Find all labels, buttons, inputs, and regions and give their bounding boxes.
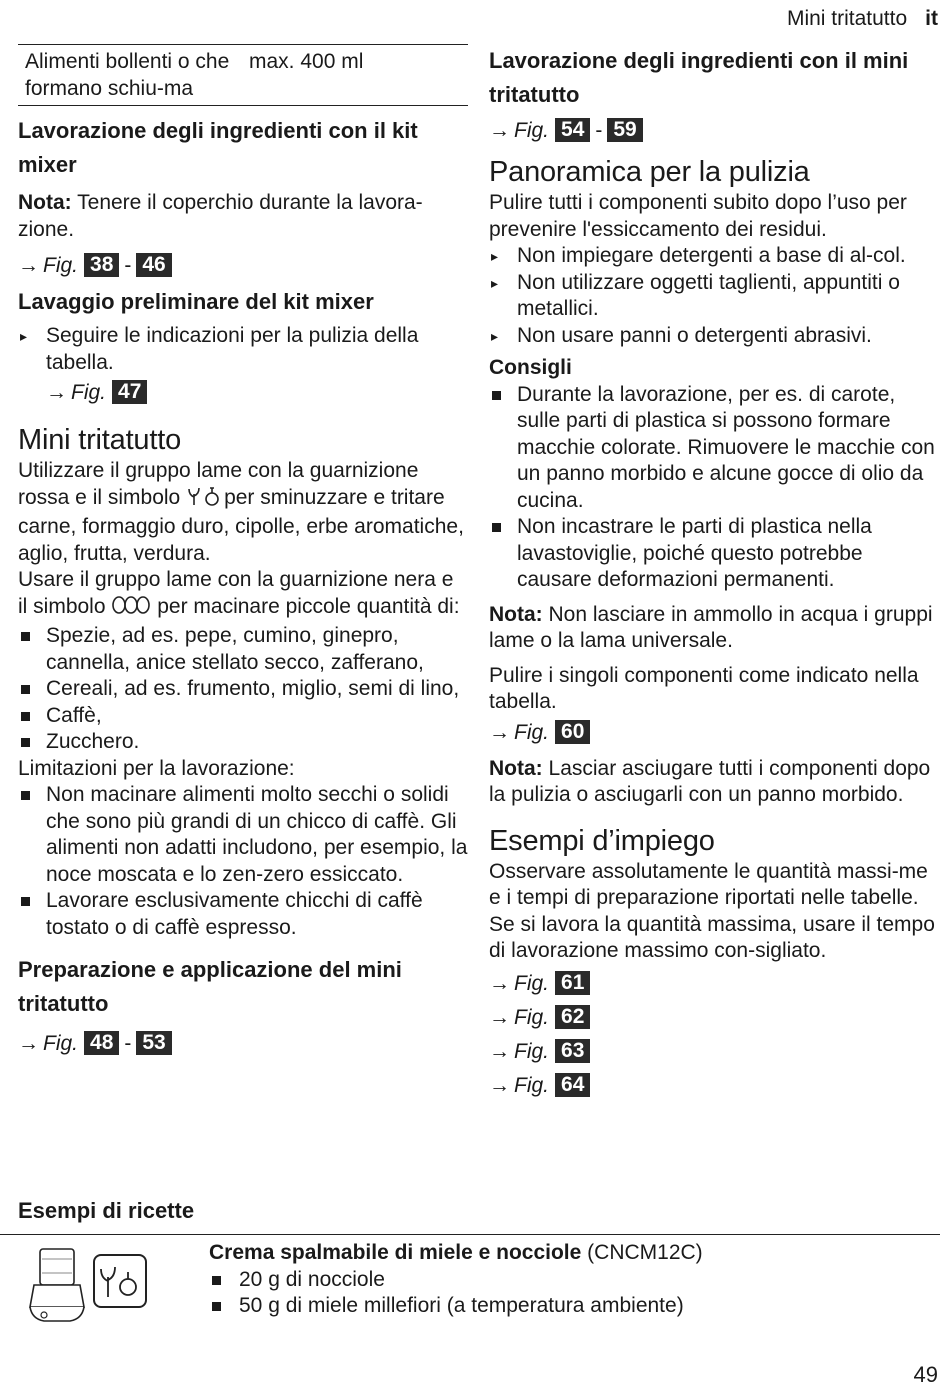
mini-p2-text-b: per macinare piccole quantità di: [157, 594, 460, 618]
note-text: Tenere il coperchio durante la lavora-zione. [18, 191, 423, 241]
note-text: Lasciar asciugare tutti i componenti dopo la pulizia o asciugarli con un panno morbido. [489, 756, 931, 806]
ingredient-list [209, 1267, 703, 1320]
lavaggio-list [18, 323, 468, 376]
mini-list [18, 623, 468, 756]
recipe-code: (CNCM12C) [587, 1241, 703, 1264]
heading-esempi-ricette: Esempi di ricette [18, 1198, 195, 1223]
herb-onion-symbol-icon [186, 485, 224, 515]
mini-paragraph-2 [18, 567, 468, 623]
arrow-icon: → [46, 381, 67, 404]
mini-paragraph-1 [18, 458, 468, 567]
mini-p1-text-b: per sminuzzare e tritare carne, formaggio duro, cipolle, erbe aromatiche, aglio, frutta, verdura. [18, 485, 464, 565]
list-item: ▸ Non usare panni o detergenti abrasivi. [489, 323, 941, 350]
fig-label: Fig. [514, 720, 550, 744]
list-item: Zucchero. [18, 729, 468, 756]
list-item: Spezie, ad es. pepe, cumino, ginepro, cannella, anice stellato secco, zafferano, [18, 623, 468, 676]
header-lang: it [925, 7, 938, 30]
note-ammollo [489, 602, 941, 655]
note-label: Nota: [18, 191, 72, 214]
list-item: Durante la lavorazione, per es. di carote, sulle parti di plastica si possono formare macchie colorate. Rimuovere le macchie con un panno morbido e alcune gocce di olio da cucina. [489, 382, 941, 515]
list-item: Lavorare esclusivamente chicchi di caffè tostato o di caffè espresso. [18, 888, 468, 941]
fig-ref-lav-mini: → Fig. 54 - 59 [489, 116, 941, 146]
pulire-paragraph: Pulire i singoli componenti come indicato nella tabella. [489, 663, 919, 713]
heading-preparazione: Preparazione e applicazione del mini tritatutto [18, 957, 402, 1016]
arrow-icon: → [489, 119, 510, 142]
heading-lavorazione-mini: Lavorazione degli ingredienti con il mini tritatutto [489, 48, 909, 107]
recipe-name: Crema spalmabile di miele e nocciole [209, 1241, 582, 1264]
fig-label: Fig. [514, 1073, 550, 1097]
recipe-row [0, 1234, 940, 1354]
consigli-list [489, 382, 941, 594]
note-label: Nota: [489, 602, 543, 626]
fig-number: 59 [607, 118, 642, 142]
header-title: Mini tritatutto [786, 7, 908, 30]
mini-chopper-icon [24, 1245, 154, 1330]
fig-ref-prep: → Fig. 48 - 53 [18, 1029, 468, 1059]
fig-number: 63 [555, 1039, 590, 1063]
fig-ref-pulire [489, 718, 941, 748]
esempi-paragraph: Osservare assolutamente le quantità massi-me e i tempi di preparazione riportati nelle tabelle. Se si lavora la quantità massima, usare il tempo di lavorazione massimo con-sigliato. [489, 859, 935, 962]
fig-number: 53 [136, 1031, 171, 1055]
arrow-icon: → [18, 1032, 39, 1055]
fig-label: Fig. [514, 1005, 550, 1029]
limit-list [18, 782, 468, 941]
table-cell-max: max. 400 ml [249, 50, 364, 73]
fig-number: 47 [112, 380, 147, 404]
fig-label: Fig. [514, 971, 550, 995]
list-item: 20 g di nocciole [209, 1267, 703, 1294]
arrow-icon: → [489, 971, 510, 995]
fig-ref-esempi-3 [489, 1037, 941, 1067]
pulizia-paragraph: Pulire tutti i componenti subito dopo l’uso per prevenire l'essiccamento dei residui. [489, 191, 907, 241]
fig-label: Fig. [43, 254, 79, 277]
list-item: Non macinare alimenti molto secchi o solidi che sono più grandi di un chicco di caffè. Gli alimenti non adatti includono, per esempio, la noce moscata e lo zen-zero essiccato. [18, 782, 468, 888]
running-header [787, 6, 938, 33]
fig-label: Fig. [514, 1039, 550, 1063]
fig-ref-lavaggio [18, 378, 468, 408]
pulizia-list [489, 243, 941, 349]
fig-number: 54 [555, 118, 590, 142]
list-item: Non incastrare le parti di plastica nella lavastoviglie, poiché questo potrebbe causare deformazioni permanenti. [489, 514, 941, 594]
arrow-icon: → [489, 1073, 510, 1097]
list-item: Cereali, ad es. frumento, miglio, semi di lino, [18, 676, 468, 703]
note-text: Non lasciare in ammollo in acqua i gruppi lame o la lama universale. [489, 602, 933, 652]
heading-pulizia: Panoramica per la pulizia [489, 156, 810, 188]
right-column [489, 44, 941, 1105]
list-item: ▸ Non utilizzare oggetti taglienti, appuntiti o metallici. [489, 270, 941, 323]
table-cell-food: Alimenti bollenti o che formano schiu-ma [25, 50, 230, 100]
arrow-icon: → [18, 254, 39, 277]
recipe-illustration [24, 1245, 154, 1338]
fig-label: Fig. [43, 1032, 79, 1055]
arrow-icon: → [489, 720, 510, 744]
fig-ref-esempi-4 [489, 1071, 941, 1101]
fig-number: 46 [136, 253, 171, 277]
list-item: ▸ Seguire le indicazioni per la pulizia della tabella. [18, 323, 468, 376]
heading-kit-mixer: Lavorazione degli ingredienti con il kit mixer [18, 118, 418, 177]
fig-ref-esempi-2 [489, 1003, 941, 1033]
note-label: Nota: [489, 756, 543, 780]
mini-p1-text-a: Utilizzare il gruppo lame con la guarnizione rossa e il simbolo [18, 459, 419, 509]
page-number: 49 [913, 1361, 938, 1387]
grain-symbol-icon [111, 594, 151, 624]
fig-label: Fig. [71, 381, 107, 404]
arrow-icon: → [489, 1005, 510, 1029]
recipe-title [209, 1240, 703, 1267]
capacity-table-row [18, 44, 468, 106]
limit-intro: Limitazioni per la lavorazione: [18, 756, 295, 780]
fig-label: Fig. [514, 119, 550, 142]
heading-mini-tritatutto: Mini tritatutto [18, 424, 181, 456]
arrow-icon: → [489, 1039, 510, 1063]
list-item: 50 g di miele millefiori (a temperatura ambiente) [209, 1293, 703, 1320]
fig-ref-esempi-1 [489, 969, 941, 999]
left-column [18, 44, 468, 1063]
fig-number: 64 [555, 1073, 590, 1097]
fig-number: 38 [84, 253, 119, 277]
mini-p2-text-a: Usare il gruppo lame con la guarnizione nera e il simbolo [18, 568, 454, 618]
fig-number: 62 [555, 1005, 590, 1029]
heading-esempi-impiego: Esempi d’impiego [489, 824, 715, 857]
fig-ref-kit: → Fig. 38 - 46 [18, 251, 468, 281]
fig-number: 48 [84, 1031, 119, 1055]
heading-lavaggio: Lavaggio preliminare del kit mixer [18, 289, 374, 314]
recipes-section [18, 1194, 940, 1354]
note-asciugare [489, 756, 941, 809]
recipe-text [209, 1240, 703, 1320]
consigli-label: Consigli [489, 356, 572, 379]
fig-number: 61 [555, 971, 590, 995]
list-item: ▸ Non impiegare detergenti a base di al-col. [489, 243, 941, 270]
note-kit [18, 190, 468, 243]
fig-number: 60 [555, 720, 590, 744]
list-item: Caffè, [18, 703, 468, 730]
